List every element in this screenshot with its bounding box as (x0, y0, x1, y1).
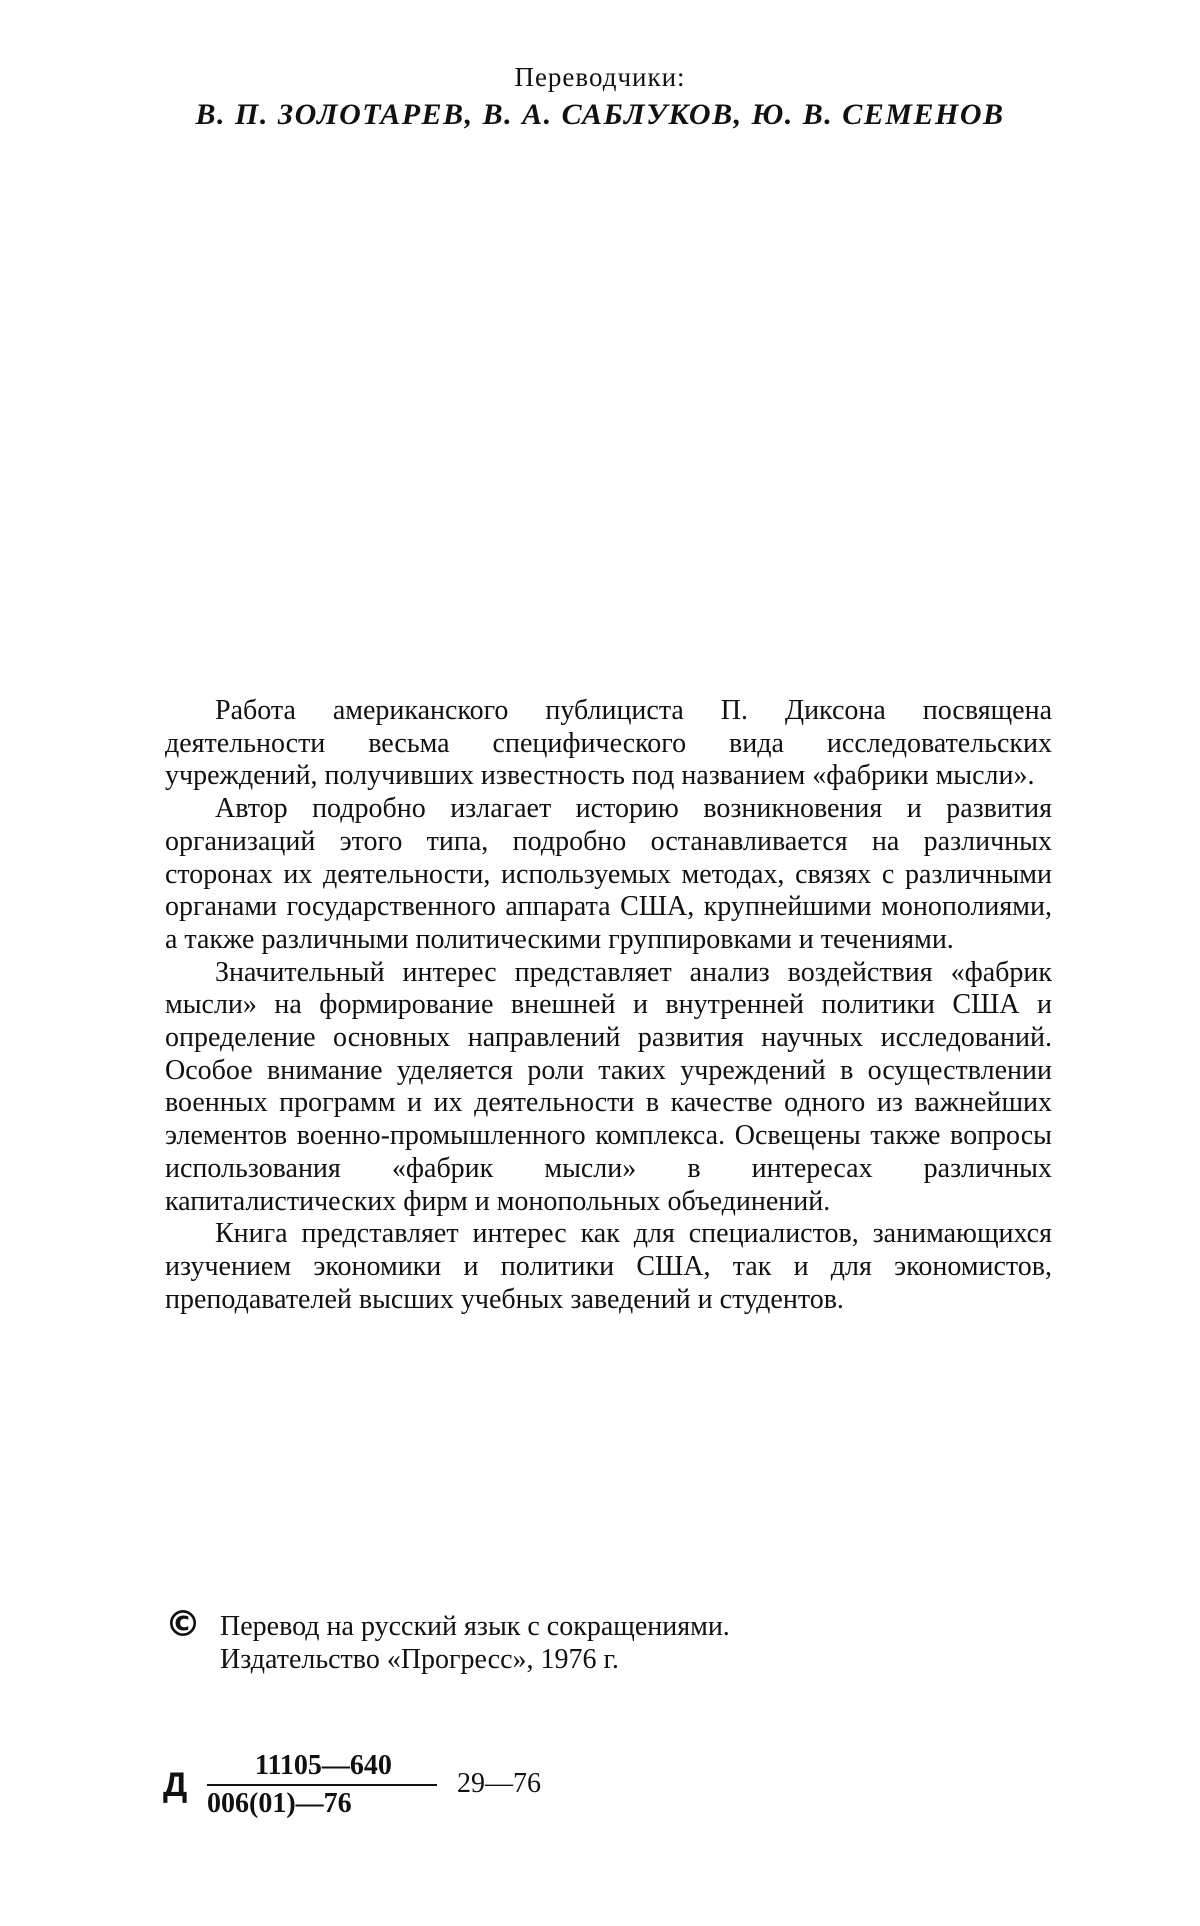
abstract-paragraph: Автор подробно излагает историю возникновения и развития организаций этого типа, подробно останавливается на различных сторонах их деятельности, используемых методах, связях с различными органами государственного аппарата США, крупнейшими монополиями, а также различными политическими группировками и течениями. (165, 793, 1052, 955)
index-numerator: 11105—640 (255, 1750, 392, 1781)
translators-names: В. П. ЗОЛОТАРЕВ, В. А. САБЛУКОВ, Ю. В. СЕМЕНОВ (195, 98, 1005, 131)
fraction-line (207, 1784, 437, 1786)
index-suffix: 29—76 (457, 1768, 541, 1799)
copyright-line-publisher: Издательство «Прогресс», 1976 г. (220, 1644, 619, 1675)
copyright-icon: © (165, 1604, 201, 1645)
abstract-paragraph: Книга представляет интерес как для специалистов, занимающихся изучением экономики и политики США, так и для экономистов, преподавателей высших учебных заведений и студентов. (165, 1218, 1052, 1315)
abstract-paragraph: Работа американского публициста П. Диксона посвящена деятельности весьма специфического вида исследовательских учреждений, получивших известность под названием «фабрики мысли». (165, 695, 1052, 792)
copyright-line-translation: Перевод на русский язык с сокращениями. (220, 1611, 730, 1642)
translators-heading: Переводчики: (514, 62, 686, 92)
abstract-paragraph: Значительный интерес представляет анализ воздействия «фабрик мысли» на формирование внешней и внутренней политики США и определение основных направлений развития научных исследований. Особое внимание уделяется роли таких учреждений в осуществлении военных программ и их деятельности в качестве одного из важнейших элементов военно-промышленного комплекса. Освещены также вопросы использования «фабрик мысли» в интересах различных капиталистических фирм и монопольных объединений. (165, 956, 1052, 1217)
abstract (165, 695, 1052, 1316)
copyright-block (165, 1604, 1065, 1676)
index-letter: Д (163, 1766, 188, 1804)
index-denominator: 006(01)—76 (207, 1788, 352, 1819)
copyright-text (220, 1610, 1065, 1676)
